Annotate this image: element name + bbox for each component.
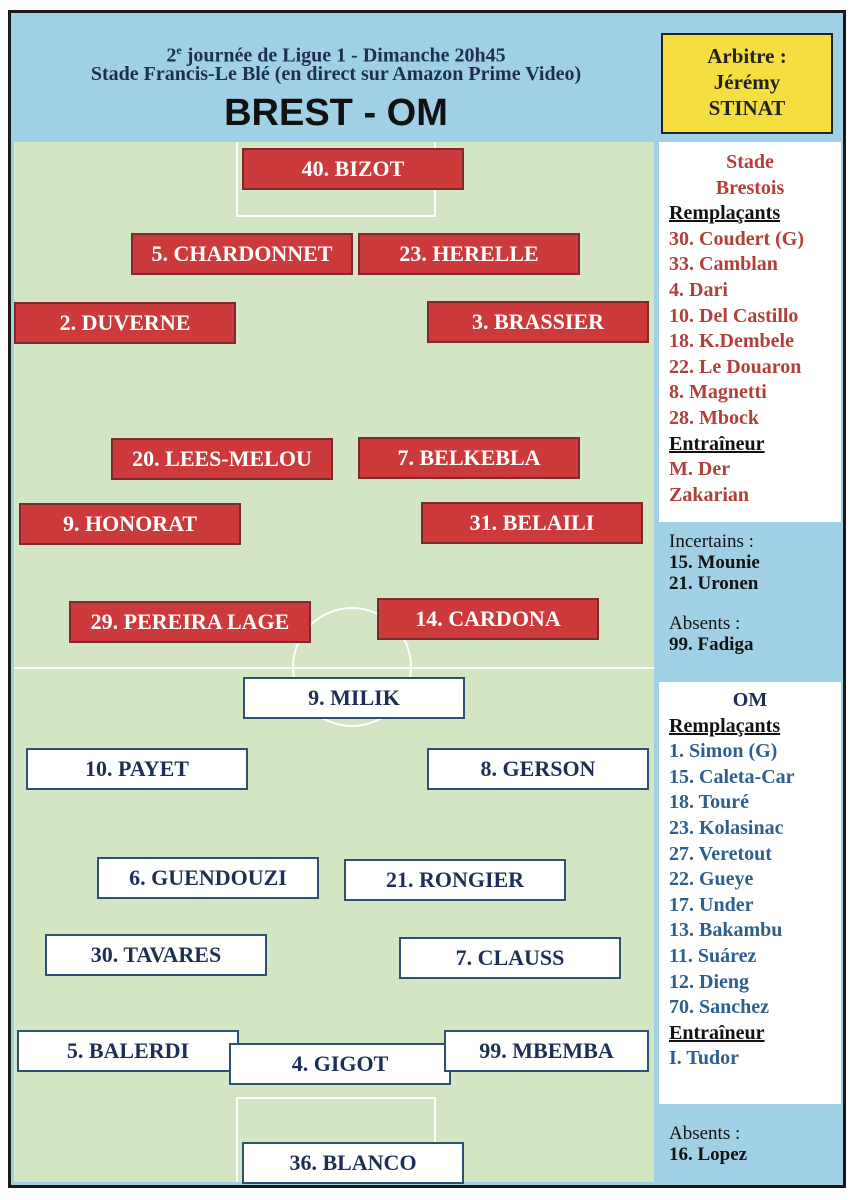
player-om-clauss: 7. CLAUSS <box>399 937 621 979</box>
player-brest-belaili: 31. BELAILI <box>421 502 643 544</box>
player-brest-lees-melou: 20. LEES-MELOU <box>111 438 333 480</box>
brest-coach-heading: Entraîneur <box>669 432 765 455</box>
om-sub: 11. Suárez <box>669 944 757 967</box>
brest-sub: 10. Del Castillo <box>669 304 799 327</box>
om-coach-heading: Entraîneur <box>669 1021 765 1044</box>
brest-absent <box>669 613 753 655</box>
brest-panel-title-2: Brestois <box>715 176 785 199</box>
doubtful-label: Incertains : <box>669 531 754 552</box>
doubtful-player: 15. Mounie <box>669 552 760 573</box>
player-brest-herelle: 23. HERELLE <box>358 233 580 275</box>
player-om-rongier: 21. RONGIER <box>344 859 566 901</box>
absent-label: Absents : <box>669 613 741 634</box>
player-brest-bizot: 40. BIZOT <box>242 148 464 190</box>
player-om-mbemba: 99. MBEMBA <box>444 1030 649 1072</box>
lineup-graphic <box>8 10 846 1188</box>
player-om-blanco: 36. BLANCO <box>242 1142 464 1184</box>
player-brest-belkebla: 7. BELKEBLA <box>358 437 580 479</box>
player-brest-honorat: 9. HONORAT <box>19 503 241 545</box>
om-sub: 17. Under <box>669 893 754 916</box>
match-title: BREST - OM <box>224 92 448 134</box>
brest-sub: 22. Le Douaron <box>669 355 802 378</box>
round-suffix: e <box>176 43 182 57</box>
om-bench-panel <box>659 682 841 1104</box>
player-om-payet: 10. PAYET <box>26 748 248 790</box>
brest-doubtful <box>669 531 760 594</box>
player-om-balerdi: 5. BALERDI <box>17 1030 239 1072</box>
brest-coach-line1: M. Der <box>669 458 731 481</box>
brest-sub: 33. Camblan <box>669 253 778 276</box>
om-sub: 70. Sanchez <box>669 996 769 1019</box>
brest-coach-line2: Zakarian <box>669 483 750 506</box>
player-brest-duverne: 2. DUVERNE <box>14 302 236 344</box>
referee-last-name: STINAT <box>708 96 786 120</box>
brest-panel-title-1: Stade <box>726 151 774 173</box>
om-subs-heading: Remplaçants <box>669 714 781 737</box>
om-sub: 12. Dieng <box>669 970 749 993</box>
om-absent <box>669 1123 747 1165</box>
player-om-gerson: 8. GERSON <box>427 748 649 790</box>
absent-label: Absents : <box>669 1123 741 1144</box>
brest-sub: 18. K.Dembele <box>669 330 794 353</box>
round-details: journée de Ligue 1 - Dimanche 20h45 <box>181 44 506 67</box>
referee-label: Arbitre : <box>707 44 787 68</box>
doubtful-player: 21. Uronen <box>669 573 759 594</box>
om-panel-title: OM <box>732 689 768 711</box>
om-coach: I. Tudor <box>669 1047 740 1070</box>
player-brest-cardona: 14. CARDONA <box>377 598 599 640</box>
om-sub: 27. Veretout <box>669 842 772 865</box>
brest-subs-heading: Remplaçants <box>669 202 781 225</box>
referee-box <box>661 33 833 134</box>
brest-sub: 30. Coudert (G) <box>669 227 804 250</box>
om-sub: 22. Gueye <box>669 868 754 891</box>
player-brest-chardonnet: 5. CHARDONNET <box>131 233 353 275</box>
brest-sub: 8. Magnetti <box>669 381 767 404</box>
brest-sub: 4. Dari <box>669 278 728 301</box>
player-brest-brassier: 3. BRASSIER <box>427 301 649 343</box>
absent-player: 16. Lopez <box>669 1144 748 1165</box>
referee-first-name: Jérémy <box>713 70 781 94</box>
om-sub: 13. Bakambu <box>669 919 783 942</box>
brest-bench-panel <box>659 142 841 522</box>
om-sub: 15. Caleta-Car <box>669 765 795 788</box>
om-sub: 23. Kolasinac <box>669 816 784 839</box>
player-om-guendouzi: 6. GUENDOUZI <box>97 857 319 899</box>
absent-player: 99. Fadiga <box>669 634 754 655</box>
brest-sub: 28. Mbock <box>669 406 759 429</box>
om-sub: 18. Touré <box>669 791 750 814</box>
pitch <box>14 142 654 1182</box>
om-sub: 1. Simon (G) <box>669 740 778 763</box>
match-info-line2: Stade Francis-Le Blé (en direct sur Amazon Prime Video) <box>90 63 582 85</box>
round-number: 2 <box>166 44 177 67</box>
player-brest-pereira-lage: 29. PEREIRA LAGE <box>69 601 311 643</box>
player-om-gigot: 4. GIGOT <box>229 1043 451 1085</box>
player-om-milik: 9. MILIK <box>243 677 465 719</box>
player-om-tavares: 30. TAVARES <box>45 934 267 976</box>
